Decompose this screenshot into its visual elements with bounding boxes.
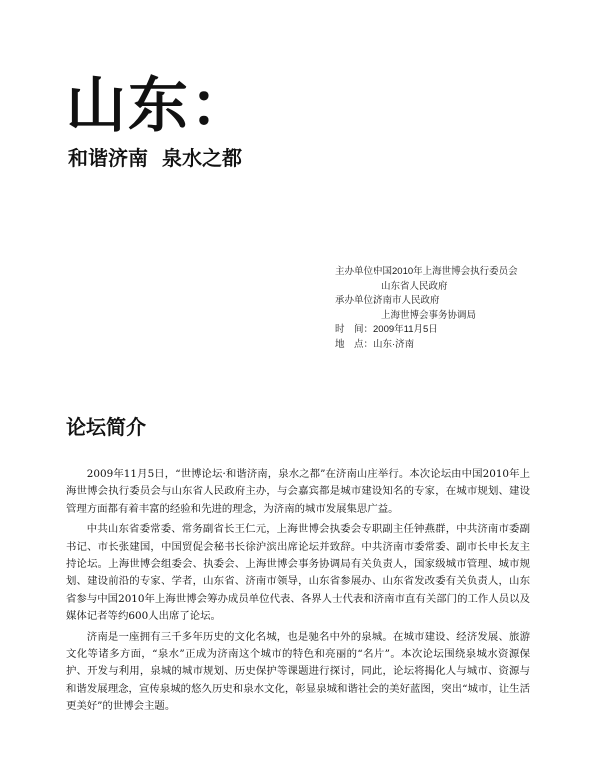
time-value: 2009年11月5日 <box>373 324 438 336</box>
location-label: 地 点： <box>335 338 374 350</box>
organizer-value-2: 山东省人民政府 <box>381 280 448 292</box>
time-row <box>335 323 575 338</box>
subtitle-theme: 泉水之都 <box>162 146 242 170</box>
location-row <box>335 338 575 353</box>
paragraph: 中共山东省委常委、常务副省长王仁元，上海世博会执委会专职副主任钟燕群，中共济南市委副书记、市长张建国，中国贸促会秘书长徐沪滨出席论坛并致辞。中共济南市委常委、副市长申长友主持论坛。上海世博会组委会、执委会、上海世博会事务协调局有关负责人，国家级城市管理、城市规划、建设前沿的专家、学者，山东省、济南市领导，山东省参展办、山东省发改委有关负责人，山东省参与中国2010年上海世博会筹办成员单位代表、各界人士代表和济南市直有关部门的工作人员以及媒体记者等约600人出席了论坛。 <box>66 523 530 623</box>
page-subtitle <box>68 146 242 170</box>
location-value: 山东·济南 <box>373 338 415 350</box>
paragraph: 2009年11月5日，“世博论坛·和谐济南，泉水之都”在济南山庄举行。本次论坛由中国2010年上海世博会执行委员会与山东省人民政府主办，与会嘉宾都是城市建设知名的专家，在城市规划、建设管理方面都有着丰富的经验和先进的理念，为济南的城市发展集思广益。 <box>66 468 530 515</box>
paragraph: 济南是一座拥有三千多年历史的文化名城，也是驰名中外的泉城。在城市建设、经济发展、旅游文化等诸多方面，“泉水”正成为济南这个城市的特色和亮丽的“名片”。本次论坛围绕泉城水资源保护、开发与利用，泉城的城市规划、历史保护等课题进行探讨，同此，论坛将揭化人与城市、资源与和谐发展理念，宣传泉城的悠久历史和泉水文化，彰显泉城和谐社会的美好蓝图，突出“城市，让生活更美好”的世博会主题。 <box>66 630 530 713</box>
host-value-2: 上海世博会事务协调局 <box>381 309 477 321</box>
page-title: 山东： <box>66 71 252 141</box>
subtitle-city: 和谐济南 <box>68 146 148 170</box>
organizer-row <box>335 265 575 280</box>
section-heading: 论坛简介 <box>66 415 146 439</box>
organizer-label: 主办单位： <box>335 266 383 277</box>
host-label: 承办单位： <box>335 295 383 307</box>
organizer-value: 中国2010年上海世博会执行委员会 <box>373 266 518 277</box>
host-row <box>335 294 575 309</box>
forum-introduction <box>66 466 530 719</box>
host-value: 济南市人民政府 <box>373 295 440 307</box>
event-info <box>335 265 575 353</box>
time-label: 时 间： <box>335 324 374 336</box>
